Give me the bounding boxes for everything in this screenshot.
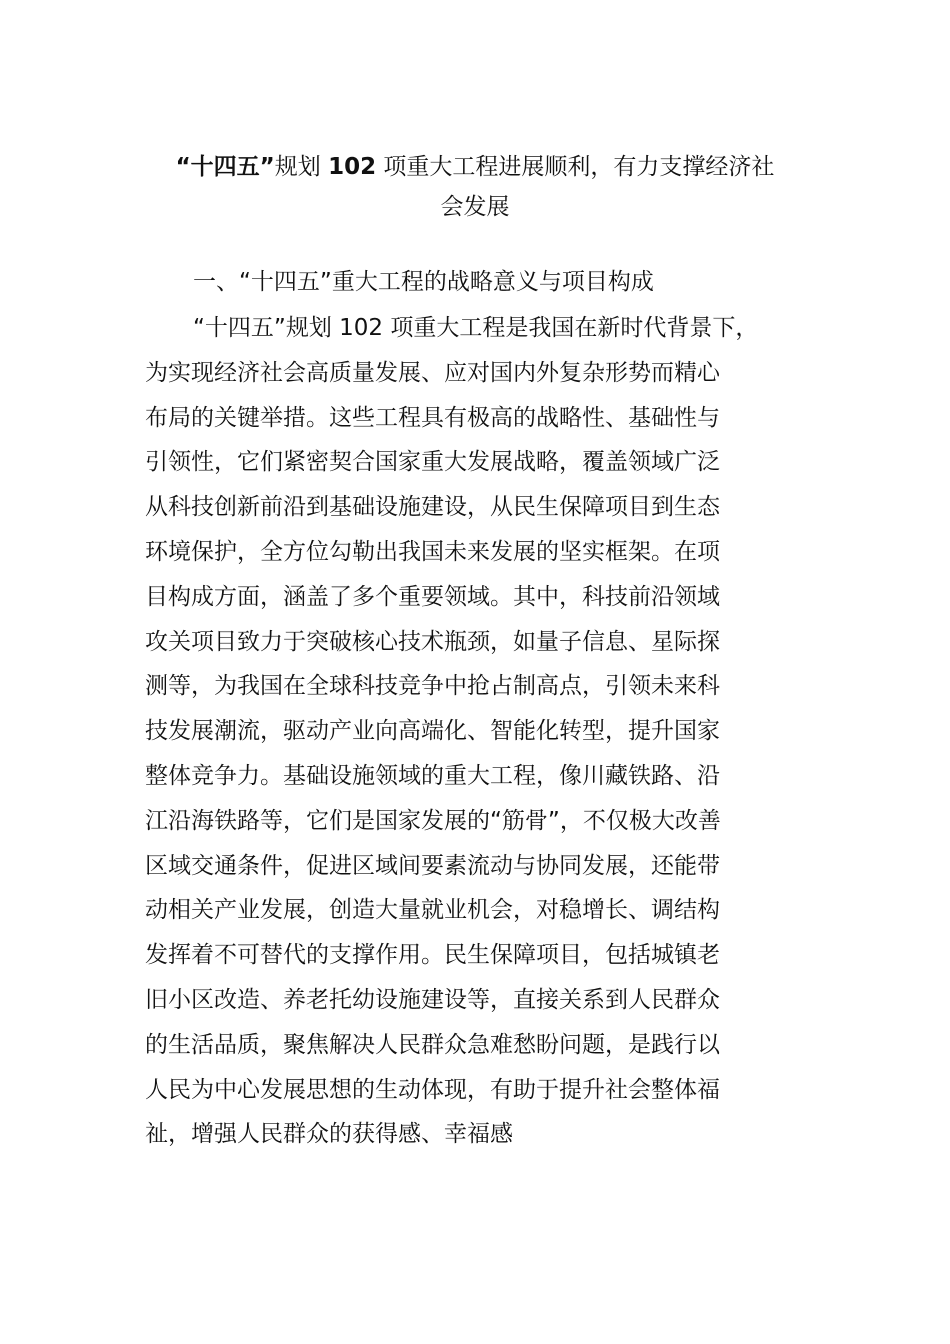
paragraph-line: 整体竞争力。基础设施领域的重大工程，像川藏铁路、沿: [145, 762, 720, 789]
paragraph-line: 发挥着不可替代的支撑作用。民生保障项目，包括城镇老: [145, 942, 720, 969]
paragraph-line: 攻关项目致力于突破核心技术瓶颈，如量子信息、星际探: [145, 628, 720, 655]
paragraph-line: 环境保护，全方位勾勒出我国未来发展的坚实框架。在项: [145, 538, 720, 565]
paragraph-line: 江沿海铁路等，它们是国家发展的“筋骨”，不仅极大改善: [145, 807, 721, 834]
title-plan-segment: 规划: [274, 154, 329, 180]
paragraph-line: 人民为中心发展思想的生动体现，有助于提升社会整体福: [145, 1076, 720, 1103]
document-title: [140, 147, 810, 227]
section-heading: 一、“十四五”重大工程的战略意义与项目构成: [193, 269, 654, 295]
paragraph-line: 的生活品质，聚焦解决人民群众急难愁盼问题，是践行以: [145, 1031, 720, 1058]
title-quote-segment: “十四五”: [175, 154, 275, 180]
title-main-segment: 项重大工程进展顺利，有力支撑经济社: [376, 154, 775, 180]
paragraph-line: 祉，增强人民群众的获得感、幸福感: [145, 1121, 513, 1148]
paragraph-line: 为实现经济社会高质量发展、应对国内外复杂形势而精心: [145, 359, 720, 386]
paragraph-line: 旧小区改造、养老托幼设施建设等，直接关系到人民群众: [145, 986, 720, 1013]
paragraph-line: 技发展潮流，驱动产业向高端化、智能化转型，提升国家: [145, 718, 720, 745]
body-paragraph: [145, 306, 815, 1157]
paragraph-line: 区域交通条件，促进区域间要素流动与协同发展，还能带: [145, 852, 720, 879]
paragraph-line: 引领性，它们紧密契合国家重大发展战略，覆盖领域广泛: [145, 449, 720, 476]
paragraph-line: 测等，为我国在全球科技竞争中抢占制高点，引领未来科: [145, 673, 720, 700]
paragraph-line: 目构成方面，涵盖了多个重要领域。其中，科技前沿领域: [145, 583, 720, 610]
paragraph-line: 从科技创新前沿到基础设施建设，从民生保障项目到生态: [145, 494, 720, 521]
title-number-segment: 102: [328, 154, 377, 180]
paragraph-line: 动相关产业发展，创造大量就业机会，对稳增长、调结构: [145, 897, 720, 924]
paragraph-line: “十四五”规划 102 项重大工程是我国在新时代背景下，: [193, 315, 759, 341]
paragraph-line: 布局的关键举措。这些工程具有极高的战略性、基础性与: [145, 404, 720, 431]
title-second-line: 会发展: [440, 194, 510, 220]
